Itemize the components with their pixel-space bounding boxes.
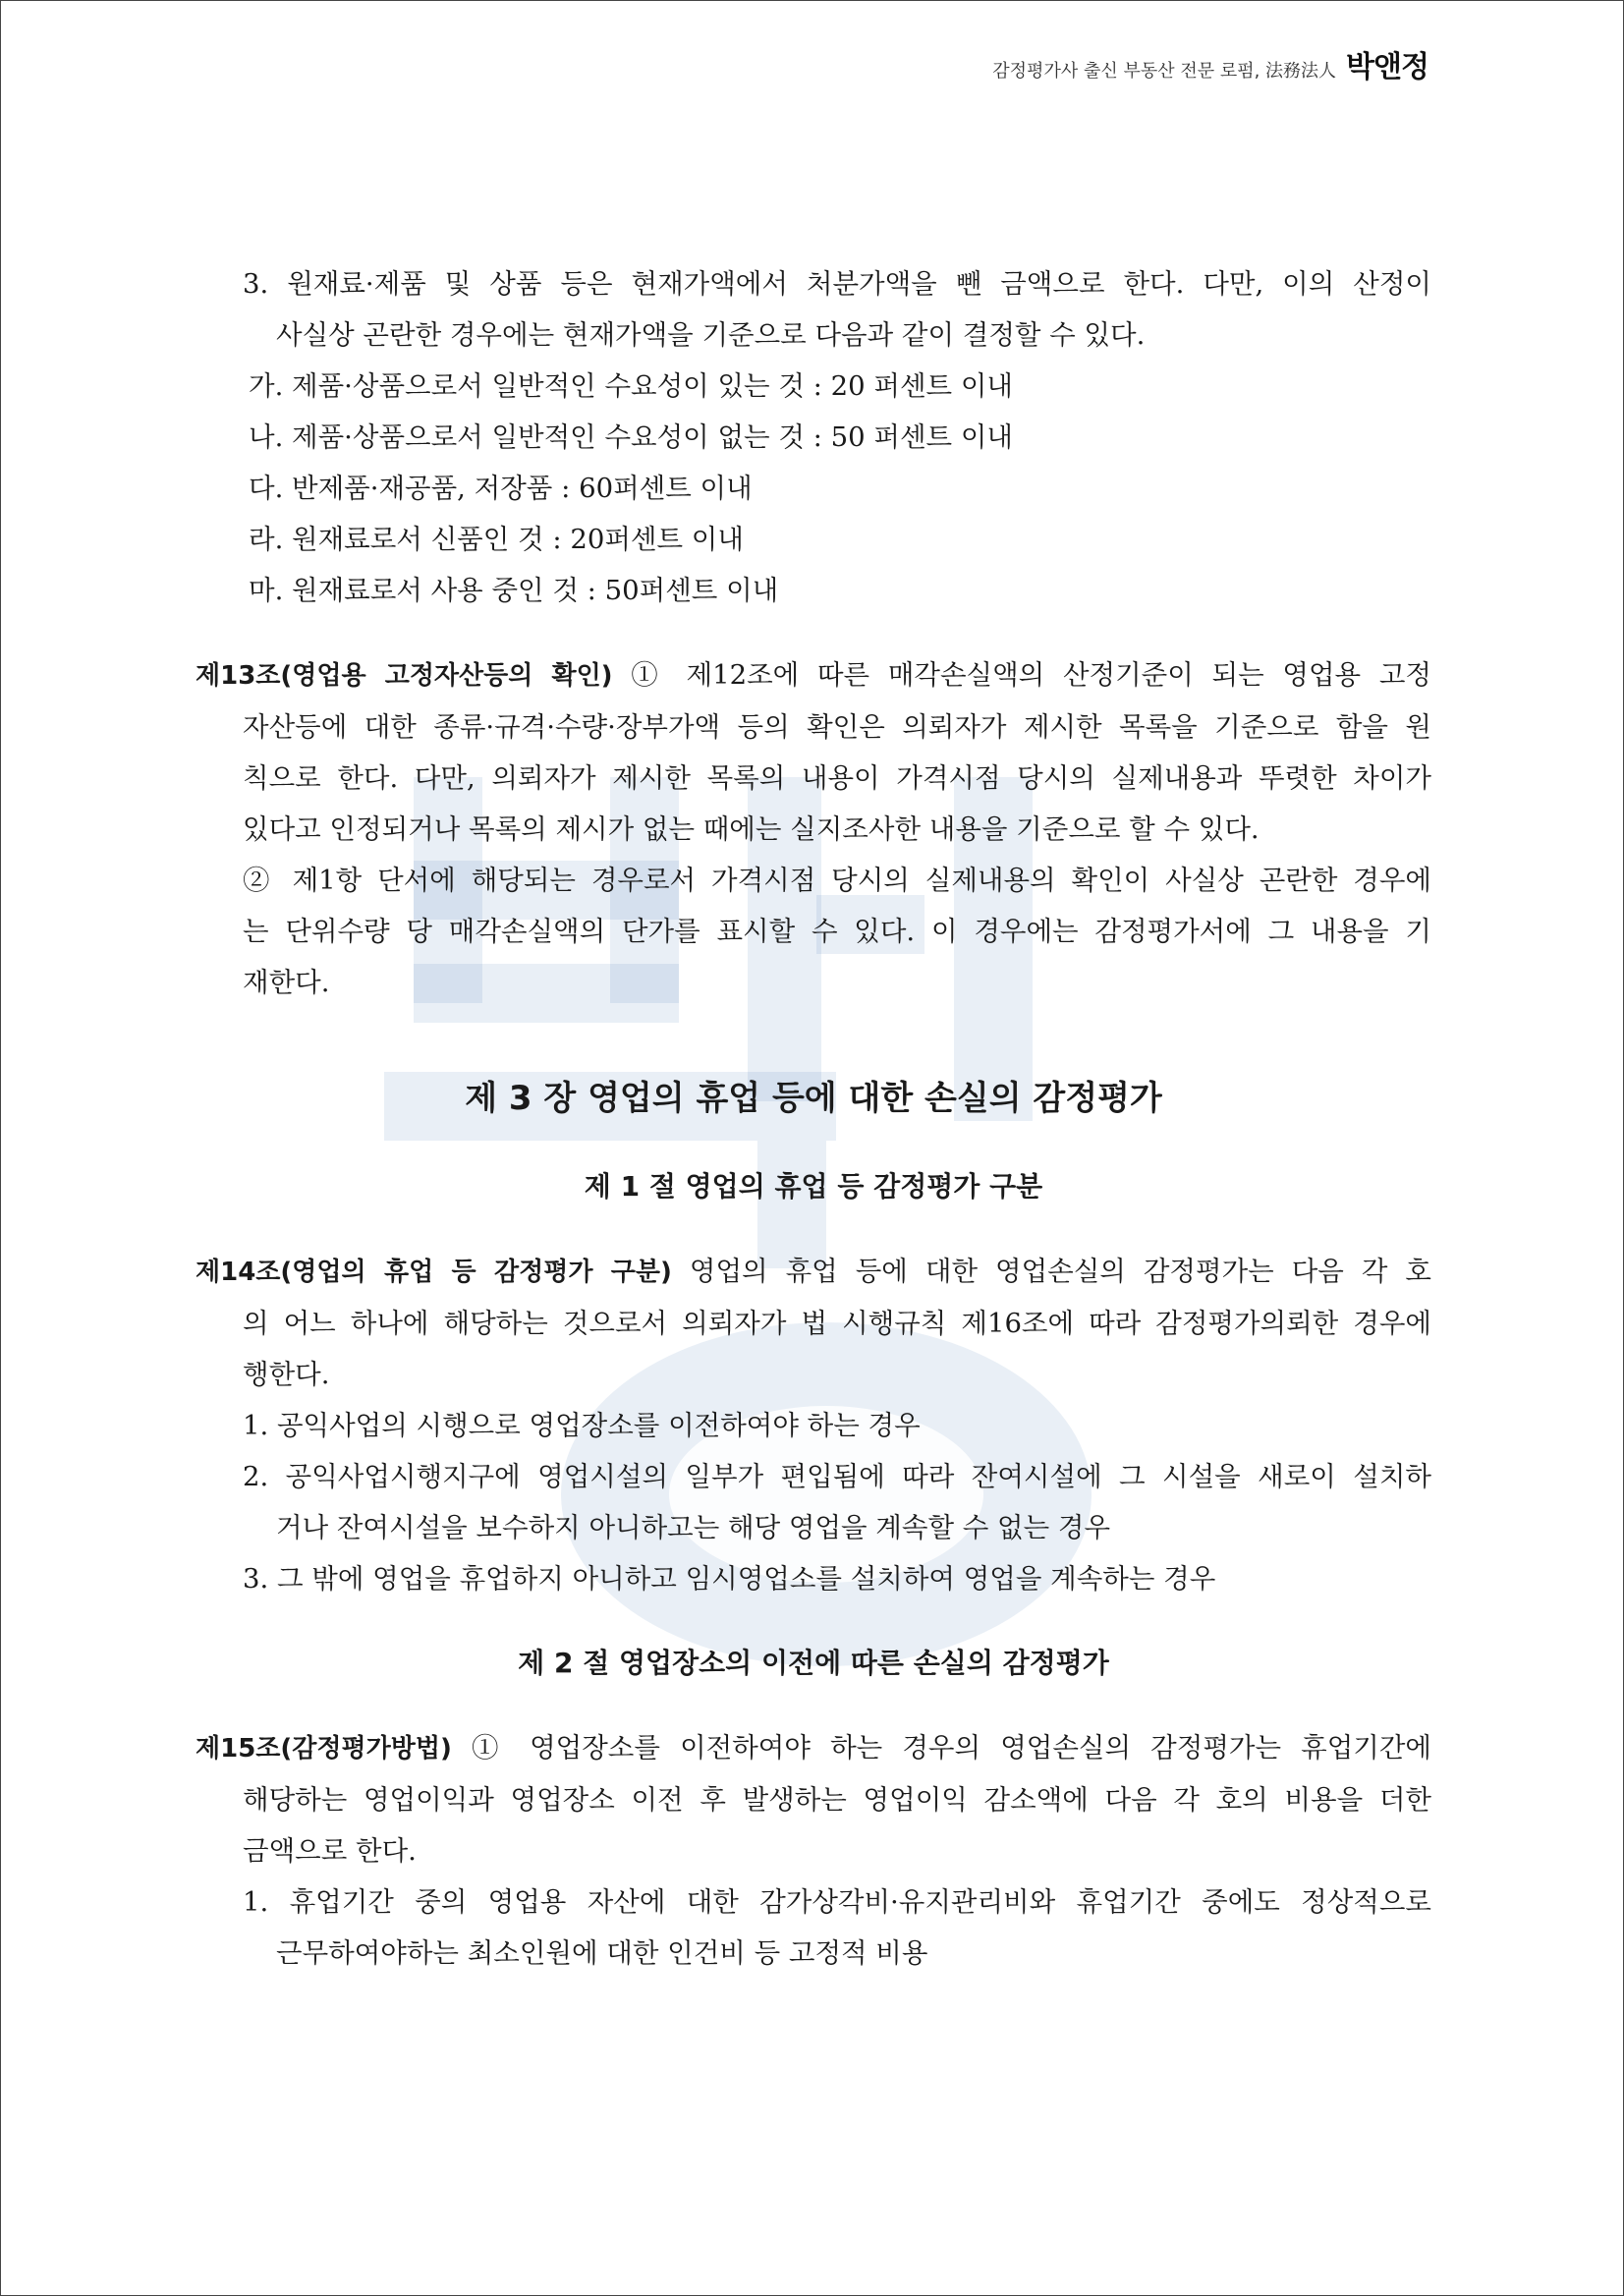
article-13 [196, 649, 1431, 1008]
article-15-line-3: 금액으로 한다. [243, 1835, 417, 1867]
article-14 [196, 1246, 1431, 1604]
item-3-block [196, 258, 1431, 616]
sub-item-ga: 가. 제품·상품으로서 일반적인 수요성이 있는 것 : 20 퍼센트 이내 [249, 370, 1013, 402]
article-15-line-1 [196, 1722, 1431, 1774]
article-13-line-5: ② 제1항 단서에 해당되는 경우로서 가격시점 당시의 실제내용의 확인이 사실상 곤란한 경우에 [243, 865, 1431, 896]
article-14-item-2-cont: 거나 잔여시설을 보수하지 아니하고는 해당 영업을 계속할 수 없는 경우 [276, 1512, 1111, 1543]
article-13-line-7: 재한다. [243, 967, 330, 998]
article-14-item-3: 3. 그 밖에 영업을 휴업하지 아니하고 임시영업소를 설치하여 영업을 계속하는 경우 [243, 1563, 1216, 1595]
article-15-text-1: ① 영업장소를 이전하여야 하는 경우의 영업손실의 감정평가는 휴업기간에 [451, 1732, 1431, 1764]
chapter-3-heading: 제 3 장 영업의 휴업 등에 대한 손실의 감정평가 [465, 1079, 1162, 1118]
article-14-line-2: 의 어느 하나에 해당하는 것으로서 의뢰자가 법 시행규칙 제16조에 따라 감정평가의뢰한 경우에 [243, 1308, 1431, 1339]
section-1-heading: 제 1 절 영업의 휴업 등 감정평가 구분 [584, 1170, 1043, 1203]
sub-item-ma: 마. 원재료로서 사용 중인 것 : 50퍼센트 이내 [249, 575, 779, 606]
article-15-title: 제15조(감정평가방법) [196, 1734, 452, 1764]
article-14-line-3: 행한다. [243, 1359, 330, 1390]
section-2-heading: 제 2 절 영업장소의 이전에 따른 손실의 감정평가 [518, 1647, 1109, 1679]
sub-item-na: 나. 제품·상품으로서 일반적인 수요성이 없는 것 : 50 퍼센트 이내 [249, 421, 1013, 453]
article-13-title: 제13조(영업용 고정자산등의 확인) [196, 661, 613, 691]
article-15 [196, 1722, 1431, 1979]
sub-item-da: 다. 반제품·재공품, 저장품 : 60퍼센트 이내 [249, 473, 753, 504]
article-14-item-1: 1. 공익사업의 시행으로 영업장소를 이전하여야 하는 경우 [243, 1410, 921, 1441]
item-3-line-2: 사실상 곤란한 경우에는 현재가액을 기준으로 다음과 같이 결정할 수 있다. [276, 319, 1146, 351]
article-15-item-1: 1. 휴업기간 중의 영업용 자산에 대한 감가상각비·유지관리비와 휴업기간 중에도 정상적으로 [243, 1886, 1431, 1918]
item-3-line-1: 3. 원재료·제품 및 상품 등은 현재가액에서 처분가액을 뺀 금액으로 한다. 다만, 이의 산정이 [243, 268, 1431, 300]
article-13-line-3: 칙으로 한다. 다만, 의뢰자가 제시한 목록의 내용이 가격시점 당시의 실제내용과 뚜렷한 차이가 [243, 762, 1431, 794]
document-body [196, 258, 1431, 1979]
article-13-line-2: 자산등에 대한 종류·규격·수량·장부가액 등의 확인은 의뢰자가 제시한 목록을 기준으로 함을 원 [243, 711, 1431, 743]
article-13-line-6: 는 단위수량 당 매각손실액의 단가를 표시할 수 있다. 이 경우에는 감정평가서에 그 내용을 기 [243, 916, 1431, 947]
page-header [992, 42, 1428, 85]
sub-item-ra: 라. 원재료로서 신품인 것 : 20퍼센트 이내 [249, 524, 744, 555]
article-14-text-1: 영업의 휴업 등에 대한 영업손실의 감정평가는 다음 각 호 [671, 1256, 1431, 1287]
article-13-line-1 [196, 649, 1431, 701]
article-14-line-1 [196, 1246, 1431, 1298]
article-13-text-1: ① 제12조에 따른 매각손실액의 산정기준이 되는 영업용 고정 [612, 659, 1431, 691]
article-15-line-2: 해당하는 영업이익과 영업장소 이전 후 발생하는 영업이익 감소액에 다음 각 호의 비용을 더한 [243, 1784, 1431, 1816]
article-14-title: 제14조(영업의 휴업 등 감정평가 구분) [196, 1258, 672, 1287]
article-14-item-2: 2. 공익사업시행지구에 영업시설의 일부가 편입됨에 따라 잔여시설에 그 시설을 새로이 설치하 [243, 1461, 1431, 1492]
header-brand-logo: 박앤정 [1346, 50, 1428, 84]
article-13-line-4: 있다고 인정되거나 목록의 제시가 없는 때에는 실지조사한 내용을 기준으로 할 수 있다. [243, 813, 1260, 845]
article-15-item-1-cont: 근무하여야하는 최소인원에 대한 인건비 등 고정적 비용 [276, 1937, 928, 1969]
header-tagline: 감정평가사 출신 부동산 전문 로펌, 法務法人 [992, 61, 1337, 82]
